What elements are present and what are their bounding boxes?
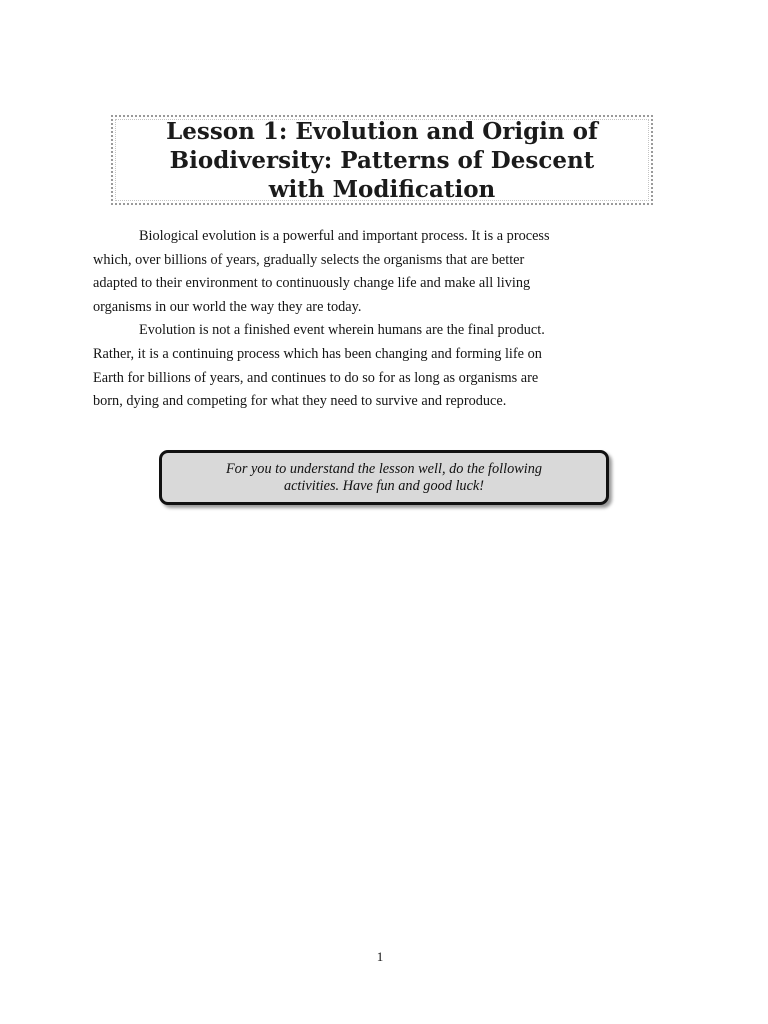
paragraph-2 [93, 319, 645, 413]
paragraph-line: Rather, it is a continuing process which has been changing and forming life on [93, 345, 542, 362]
paragraph-line: Evolution is not a finished event wherein humans are the final product. [139, 322, 545, 339]
lesson-title-box [111, 115, 653, 205]
instruction-callout [159, 450, 609, 505]
paragraph-line: organisms in our world the way they are today. [93, 298, 362, 315]
lesson-body [93, 225, 645, 414]
paragraph-1 [93, 225, 645, 319]
lesson-title-line: with Modification [268, 175, 496, 203]
paragraph-line: Earth for billions of years, and continues to do so for as long as organisms are [93, 369, 539, 386]
paragraph-line: born, dying and competing for what they need to survive and reproduce. [93, 393, 507, 410]
callout-line: For you to understand the lesson well, do the following [225, 460, 543, 477]
paragraph-line: which, over billions of years, gradually selects the organisms that are better [93, 251, 525, 268]
lesson-title [166, 117, 598, 204]
lesson-title-line: Biodiversity: Patterns of Descent [169, 146, 595, 174]
paragraph-line: adapted to their environment to continuously change life and make all living [93, 275, 531, 292]
lesson-title-line: Lesson 1: Evolution and Origin of [166, 117, 598, 145]
page-number: 1 [376, 949, 384, 964]
callout-line: activities. Have fun and good luck! [283, 477, 485, 494]
paragraph-line: Biological evolution is a powerful and important process. It is a process [139, 228, 550, 244]
callout-text [226, 461, 542, 495]
